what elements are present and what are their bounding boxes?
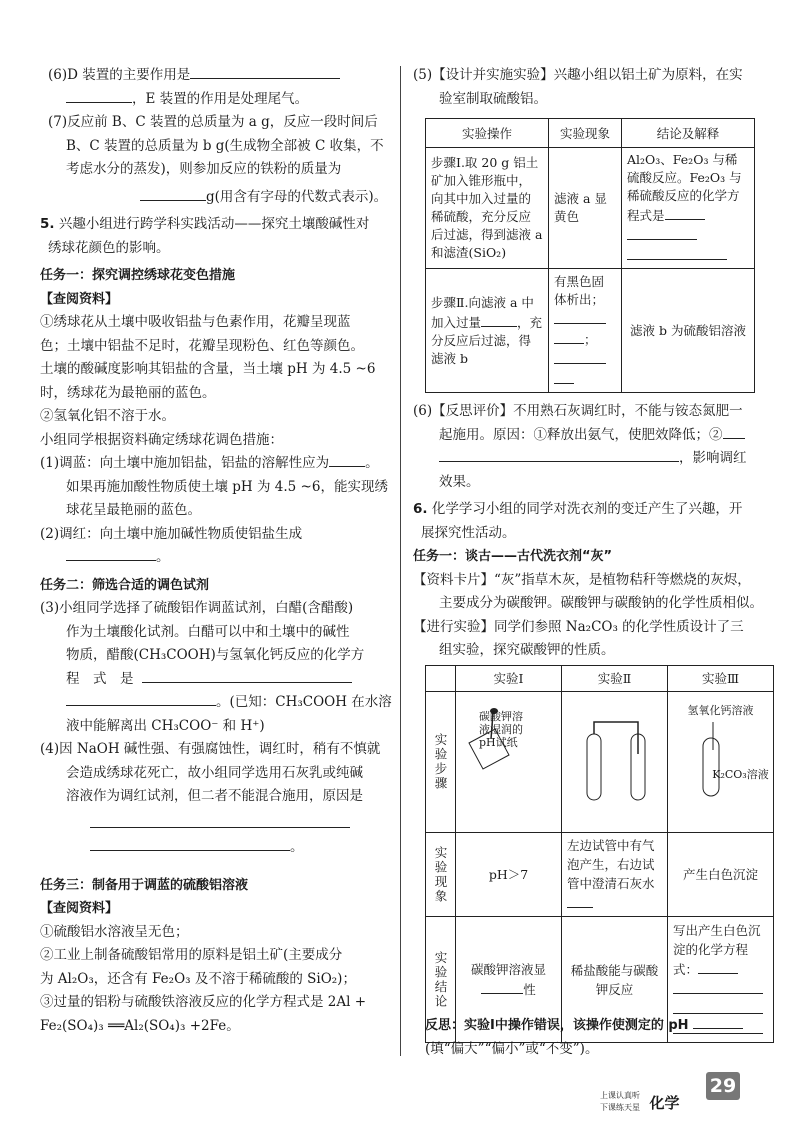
s4-line1: (4)因 NaOH 碱性强、有强腐蚀性，调红时，稍有不慎就 bbox=[40, 741, 381, 757]
q5-stem: 5. 兴趣小组进行跨学科实践活动——探究土壤酸碱性对 bbox=[40, 216, 370, 232]
task1-heading: 任务一：探究调控绣球花变色措施 bbox=[40, 268, 236, 283]
s3-line1: (3)小组同学选择了硫酸铝作调蓝试剂，白醋(含醋酸) bbox=[40, 600, 354, 616]
q6-stem2: 展探究性活动。 bbox=[421, 524, 516, 541]
plan-line: 小组同学根据资料确定绣球花调色措施： bbox=[40, 431, 283, 448]
table2-corner bbox=[426, 666, 456, 692]
table1-cell: 滤液 b 为硫酸铝溶液 bbox=[622, 269, 755, 393]
ref1-line4: 时，绣球花为最艳丽的蓝色。 bbox=[40, 384, 216, 401]
s3-line3: 物质，醋酸(CH₃COOH)与氢氧化钙反应的化学方 bbox=[66, 647, 365, 663]
ref2-line: ②氢氧化铝不溶于水。 bbox=[40, 408, 175, 424]
q5s5-line1: (5)【设计并实施实验】兴趣小组以铝土矿为原料，在实 bbox=[413, 67, 743, 83]
q6-line2: ，E 装置的作用是处理尾气。 bbox=[40, 88, 392, 112]
s3-line6: 液中能解离出 CH₃COO⁻ 和 H⁺) bbox=[66, 717, 265, 734]
q6s-line1: (6)【反思评价】不用熟石灰调红时，不能与铵态氮肥一 bbox=[413, 403, 743, 419]
ref-heading-1: 【查阅资料】 bbox=[40, 291, 119, 307]
s2-line1: (2)调红：向土壤中施加碱性物质使铝盐生成 bbox=[40, 525, 303, 542]
table1-header: 实验操作 bbox=[426, 119, 549, 148]
table2-header: 实验Ⅱ bbox=[562, 666, 668, 692]
table2-cell: 碳酸钾溶液显 性 bbox=[456, 917, 562, 1043]
exp2-diagram bbox=[562, 692, 668, 833]
slogan-line1: 上课认真听 bbox=[600, 1091, 640, 1100]
q6s-line2: 起施用。原因：①释放出氨气，使肥效降低；② bbox=[413, 424, 763, 448]
reflection-block bbox=[425, 1014, 760, 1061]
table1-row bbox=[426, 269, 755, 393]
q7-line4: g(用含有字母的代数式表示)。 bbox=[40, 186, 392, 210]
table2-row-phenomena bbox=[426, 833, 774, 917]
s1-line2: 如果再施加酸性物质使土壤 pH 为 4.5 ~6，能实现绣 bbox=[66, 478, 388, 495]
page-footer bbox=[600, 1090, 680, 1114]
table2-header-row bbox=[426, 666, 774, 692]
t3-line1: ①硫酸铝水溶液呈无色； bbox=[40, 923, 189, 940]
q7-line1: (7)反应前 B、C 装置的总质量为 a g，反应一段时间后 bbox=[48, 114, 378, 130]
exp-line2: 组实验，探究碳酸钾的性质。 bbox=[439, 642, 615, 658]
table1-header: 实验现象 bbox=[549, 119, 622, 148]
task1-old-heading: 任务一：谈古——古代洗衣剂“灰” bbox=[413, 549, 613, 564]
ref1-line2: 色；土壤中铝盐不足时，花瓣呈现粉色、红色等颜色。 bbox=[40, 337, 364, 354]
table1-cell: 步骤Ⅱ.向滤液 a 中加入过量 ，充分反应后过滤，得滤液 b bbox=[426, 269, 549, 393]
s1-line1: (1)调蓝：向土壤中施加铝盐，铝盐的溶解性应为 。 bbox=[40, 452, 392, 476]
q6-line: (6)D 装置的主要作用是 bbox=[40, 64, 392, 88]
table2-row-label: 实验结论 bbox=[426, 917, 456, 1043]
ref1-line1: ①绣球花从土壤中吸收铝盐与色素作用，花瓣呈现蓝 bbox=[40, 314, 351, 330]
card-line1: 【资料卡片】“灰”指草木灰，是植物秸秆等燃烧的灰烬， bbox=[413, 571, 751, 588]
right-column-lower bbox=[413, 400, 763, 663]
t3-line3: 为 Al₂O₃，还含有 Fe₂O₃ 及不溶于稀硫酸的 SiO₂)； bbox=[40, 970, 356, 987]
q6s-line4: 效果。 bbox=[439, 473, 480, 490]
experiment-table-2 bbox=[425, 665, 774, 1043]
task3-heading: 任务三：制备用于调蓝的硫酸铝溶液 bbox=[40, 877, 249, 893]
exp-line1: 【进行实验】同学们参照 Na₂CO₃ 的化学性质设计了三 bbox=[413, 618, 744, 635]
exp3-diagram bbox=[668, 692, 774, 833]
page-number: 29 bbox=[706, 1072, 740, 1100]
t3-line4: ③过量的铝粉与硫酸铁溶液反应的化学方程式是 2Al + bbox=[40, 994, 367, 1010]
card-line2: 主要成分为碳酸钾。碳酸钾与碳酸钠的化学性质相似。 bbox=[439, 595, 763, 611]
table2-header: 实验Ⅲ bbox=[668, 666, 774, 692]
table1-cell: Al₂O₃、Fe₂O₃ 与稀硫酸反应。Fe₂O₃ 与稀硫酸反应的化学方程式是 bbox=[622, 148, 755, 269]
footer-subject: 化学 bbox=[649, 1093, 680, 1112]
table1-header-row bbox=[426, 119, 755, 148]
q5s5-line2: 验室制取硫酸铝。 bbox=[439, 90, 547, 107]
s1-line3: 球花呈最艳丽的蓝色。 bbox=[66, 502, 201, 518]
table2-header: 实验Ⅰ bbox=[456, 666, 562, 692]
slogan-line2: 下课练天星 bbox=[600, 1103, 640, 1112]
table1-cell: 步骤Ⅰ.取 20 g 铝土矿加入锥形瓶中，向其中加入过量的稀硫酸，充分反应后过滤，得到滤液 a 和滤渣(SiO₂) bbox=[426, 148, 549, 269]
ref-heading-3: 【查阅资料】 bbox=[40, 901, 119, 916]
table1-row bbox=[426, 148, 755, 269]
table2-row-label: 实验步骤 bbox=[426, 692, 456, 833]
s4-line5: 。 bbox=[40, 836, 392, 860]
left-column bbox=[40, 64, 392, 1038]
q5-stem2: 绣球花颜色的影响。 bbox=[48, 239, 170, 256]
table1-cell: 滤液 a 显黄色 bbox=[549, 148, 622, 269]
table2-cell: 左边试管中有气泡产生，右边试管中澄清石灰水 bbox=[562, 833, 668, 917]
table2-cell: 写出产生白色沉淀的化学方程式： bbox=[668, 917, 774, 1043]
table2-cell: 稀盐酸能与碳酸钾反应 bbox=[562, 917, 668, 1043]
t3-line2: ②工业上制备硫酸铝常用的原料是铝土矿(主要成分 bbox=[40, 947, 343, 963]
s4-line4 bbox=[40, 813, 392, 837]
t3-line5: Fe₂(SO₄)₃ ══Al₂(SO₄)₃ +2Fe。 bbox=[40, 1017, 240, 1034]
s4-line3: 溶液作为调红试剂，但二者不能混合施用，原因是 bbox=[66, 788, 363, 804]
q7-line2: B、C 装置的总质量为 b g(生成物全部被 C 收集，不 bbox=[66, 137, 384, 154]
footer-slogan bbox=[600, 1090, 640, 1114]
refl-line2: (填“偏大”“偏小”或“不变”)。 bbox=[425, 1040, 599, 1057]
q6s-line3: ，影响调红 bbox=[413, 447, 763, 471]
exp3-top-label: 氢氧化钙溶液 bbox=[687, 703, 754, 717]
refl-line1: 反思：实验Ⅰ中操作错误，该操作使测定的 pH bbox=[425, 1014, 760, 1038]
s3-line5: 。(已知：CH₃COOH 在水溶 bbox=[40, 691, 392, 715]
s3-line4: 程 式 是 bbox=[40, 668, 392, 692]
precip-test-diagram bbox=[673, 720, 768, 800]
exp1-diagram bbox=[456, 692, 562, 833]
exp1-label: 碳酸钾溶液湿润的pH试纸 bbox=[479, 710, 523, 749]
table2-cell: 产生白色沉淀 bbox=[668, 833, 774, 917]
s2-line2: 。 bbox=[40, 546, 392, 570]
table2-row-label: 实验现象 bbox=[426, 833, 456, 917]
right-column bbox=[413, 64, 763, 111]
gas-test-diagram bbox=[567, 714, 662, 806]
table1-cell: 有黑色固体析出； ； bbox=[549, 269, 622, 393]
exp3-bottom-label: K₂CO₃溶液 bbox=[712, 767, 769, 781]
s4-line2: 会造成绣球花死亡，故小组同学选用石灰乳或纯碱 bbox=[66, 764, 363, 781]
experiment-table-1 bbox=[425, 118, 755, 393]
q7-line3: 考虑水分的蒸发)，则参加反应的铁粉的质量为 bbox=[66, 161, 342, 177]
table2-cell: pH＞7 bbox=[456, 833, 562, 917]
task2-heading: 任务二：筛选合适的调色试剂 bbox=[40, 577, 210, 593]
column-divider bbox=[400, 66, 401, 1056]
q6-stem: 6. 化学学习小组的同学对洗衣剂的变迁产生了兴趣，开 bbox=[413, 501, 743, 517]
table1-header: 结论及解释 bbox=[622, 119, 755, 148]
ref1-line3: 土壤的酸碱度影响其铝盐的含量，当土壤 pH 为 4.5 ~6 bbox=[40, 361, 376, 377]
table2-row-steps bbox=[426, 692, 774, 833]
s3-line2: 作为土壤酸化试剂。白醋可以中和土壤中的碱性 bbox=[66, 623, 350, 640]
